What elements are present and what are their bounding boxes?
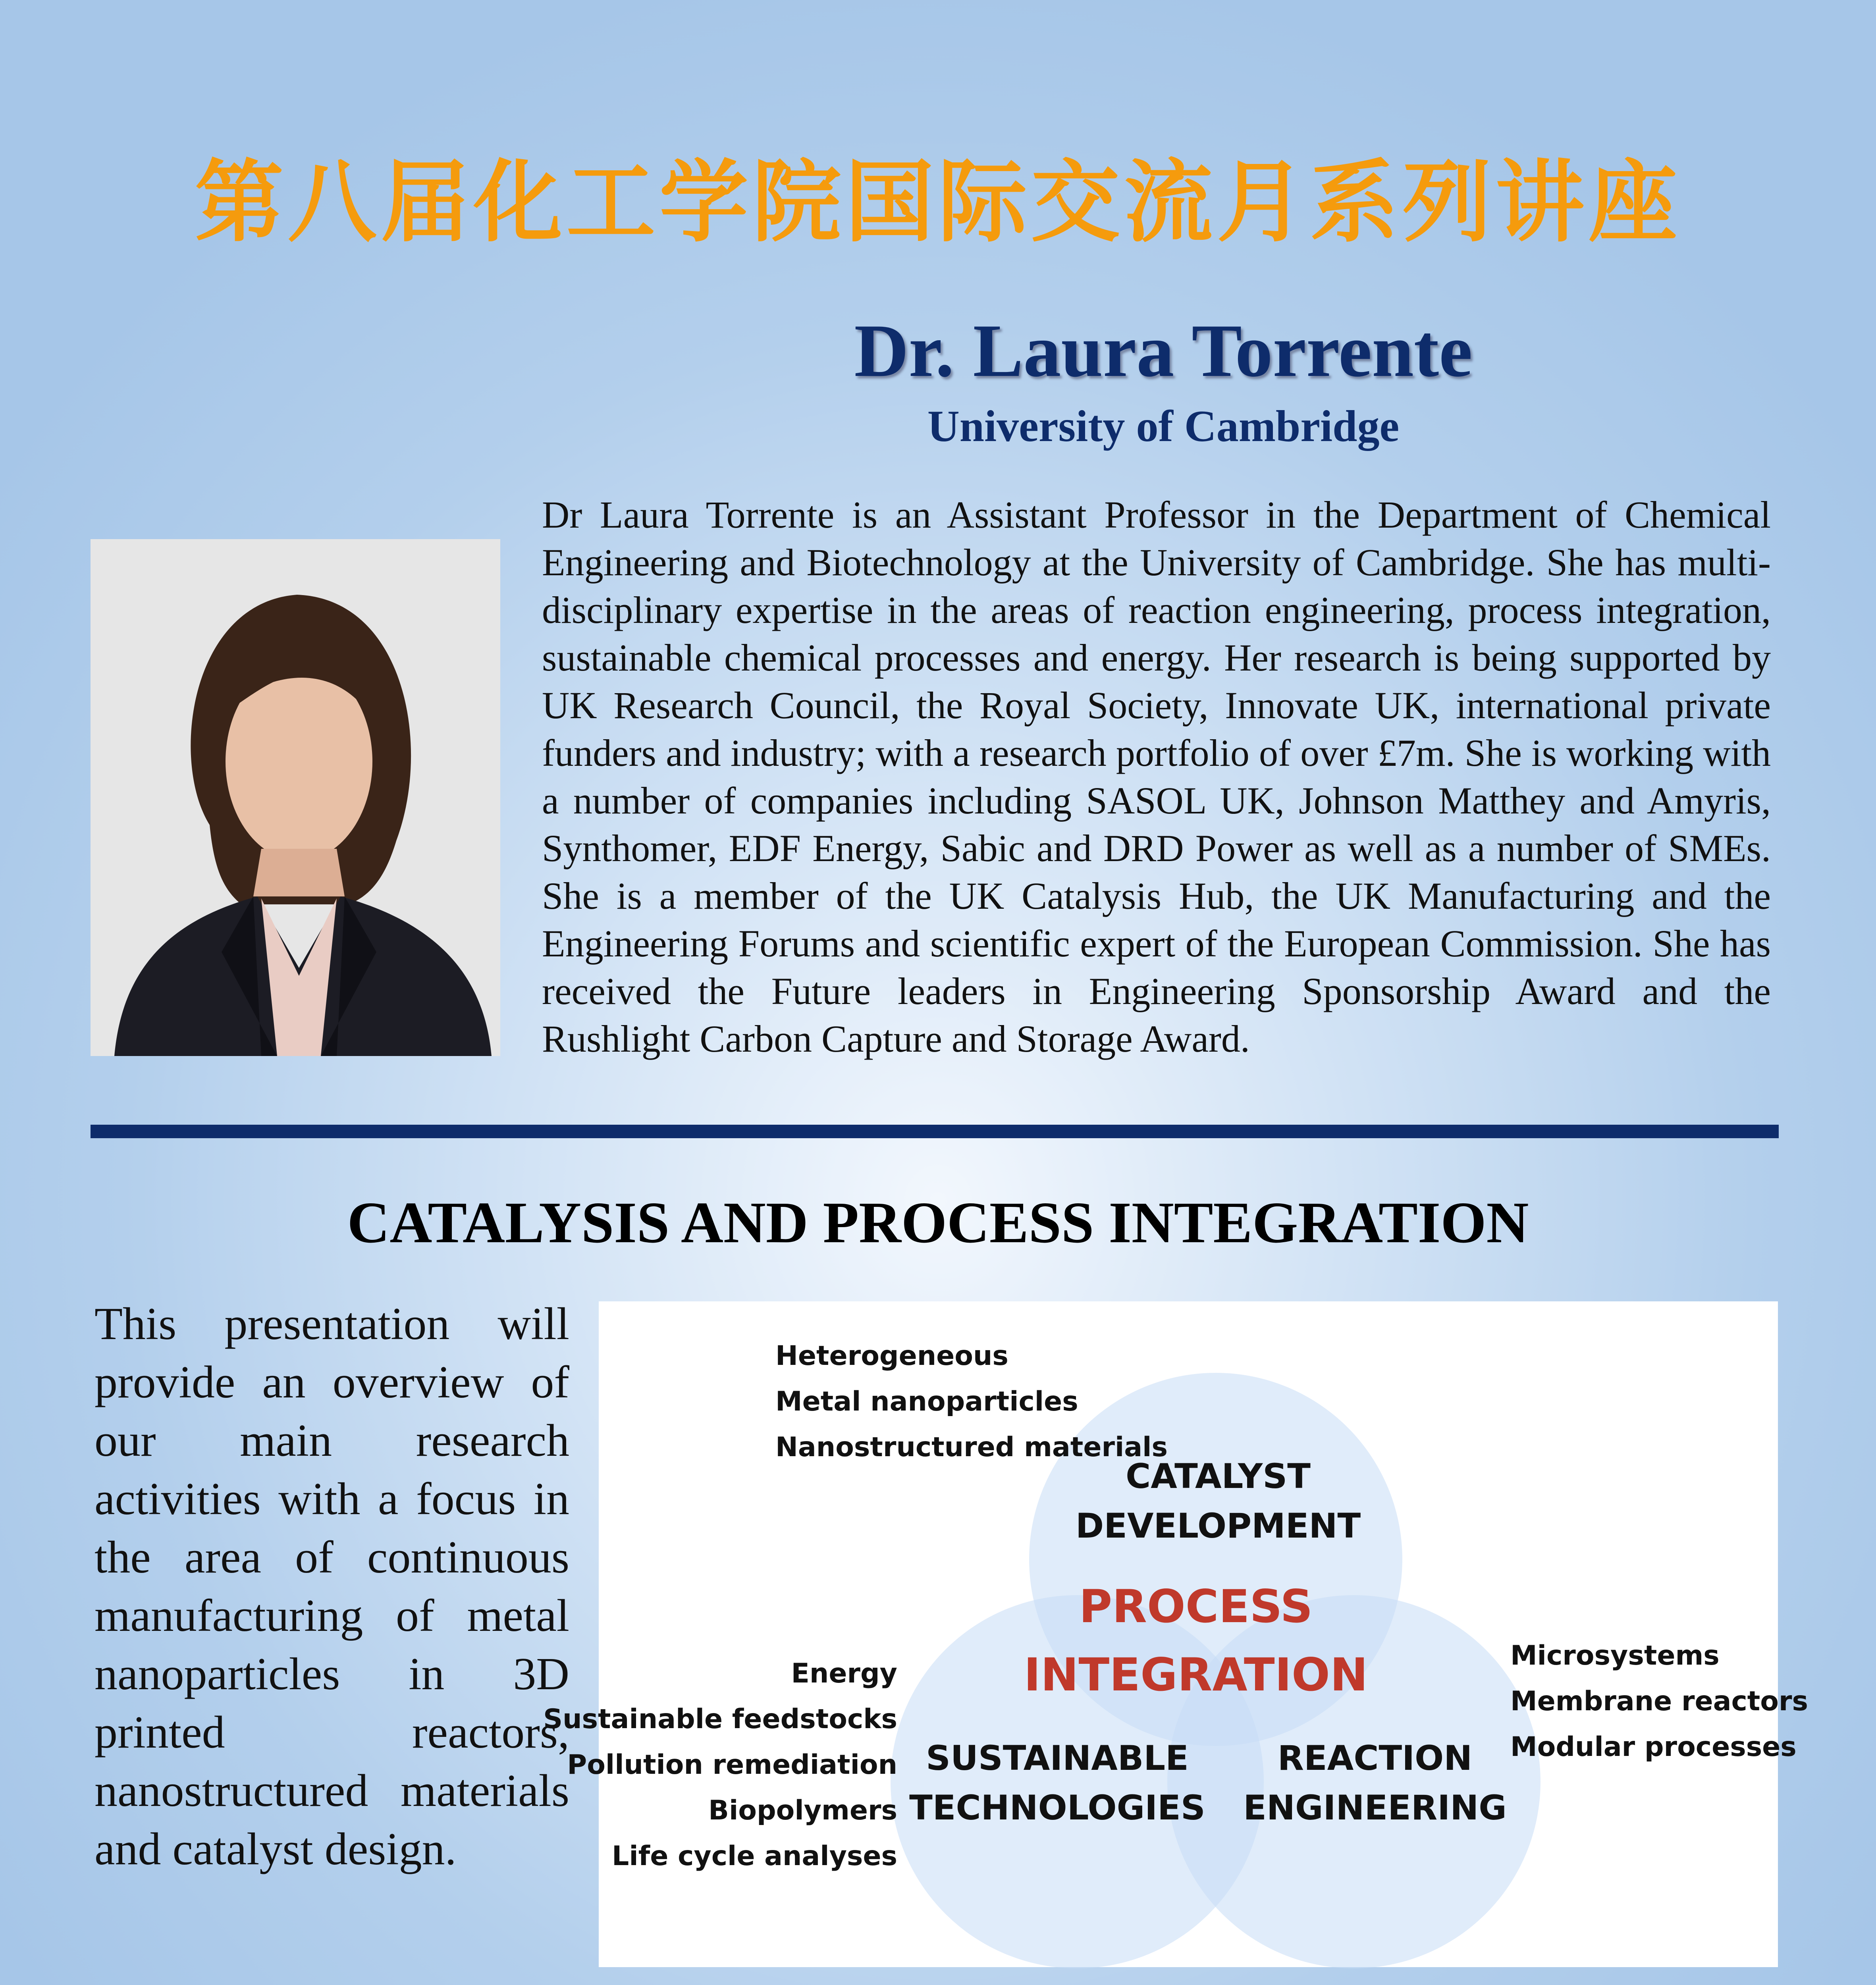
process-integration-line1: PROCESS [1079,1580,1313,1633]
sustainable-item: Biopolymers [708,1795,897,1826]
speaker-name: Dr. Laura Torrente [854,309,1473,393]
catalyst-item: Metal nanoparticles [775,1386,1078,1417]
speaker-biography: Dr Laura Torrente is an Assistant Professor in the Department of Chemical Engineering and Biotechnology at the University of Cambridge. She has multi-disciplinary expertise in the areas of reaction engineering, process integration, sustainable chemical processes and energy. Her research is being supported by UK Research Council, the Royal Society, Innovate UK, international private funders and industry; with a research portfolio of over £7m. She is working with a number of companies including SASOL UK, Johnson Matthey and Amyris, Synthomer, EDF Energy, Sabic and DRD Power as well as a number of SMEs. She is a member of the UK Catalysis Hub, the UK Manufacturing and the Engineering Forums and scientific expert of the European Commission. She has received the Future leaders in Engineering Sponsorship Award and the Rushlight Carbon Capture and Storage Award. [542,493,1771,1060]
process-integration-line2: INTEGRATION [1024,1648,1368,1701]
reaction-label-line1: REACTION [1277,1738,1473,1778]
section-divider [91,1125,1779,1138]
talk-abstract: This presentation will provide an overview of our main research activities with a focus in the area of continuous manufacturing of metal nanoparticles in 3D printed reactors, nanostructured materials and catalyst design. [94,1299,569,1875]
research-venn-diagram [543,1301,1809,1967]
speaker-photo [91,539,500,1056]
reaction-item: Microsystems [1510,1640,1720,1671]
reaction-label-line2: ENGINEERING [1243,1788,1507,1828]
speaker-affiliation: University of Cambridge [927,402,1400,451]
catalyst-label-line1: CATALYST [1126,1457,1311,1496]
speaker-portrait-graphic [91,539,500,1056]
sustainable-label-line2: TECHNOLOGIES [909,1788,1205,1828]
sustainable-item: Energy [791,1658,897,1689]
catalyst-item: Nanostructured materials [775,1432,1168,1463]
poster-title-chinese: 第八届化工学院国际交流月系列讲座 [195,150,1681,254]
catalyst-item: Heterogeneous [775,1340,1008,1372]
catalyst-label-line2: DEVELOPMENT [1075,1506,1361,1546]
venn-diagram-svg [543,1301,1809,1967]
reaction-item: Membrane reactors [1510,1686,1809,1717]
sustainable-item: Pollution remediation [567,1749,897,1781]
sustainable-label-line1: SUSTAINABLE [926,1738,1189,1778]
sustainable-item: Life cycle analyses [612,1840,897,1872]
reaction-item: Modular processes [1510,1731,1797,1763]
sustainable-item: Sustainable feedstocks [543,1704,897,1735]
talk-title: CATALYSIS AND PROCESS INTEGRATION [347,1190,1529,1255]
